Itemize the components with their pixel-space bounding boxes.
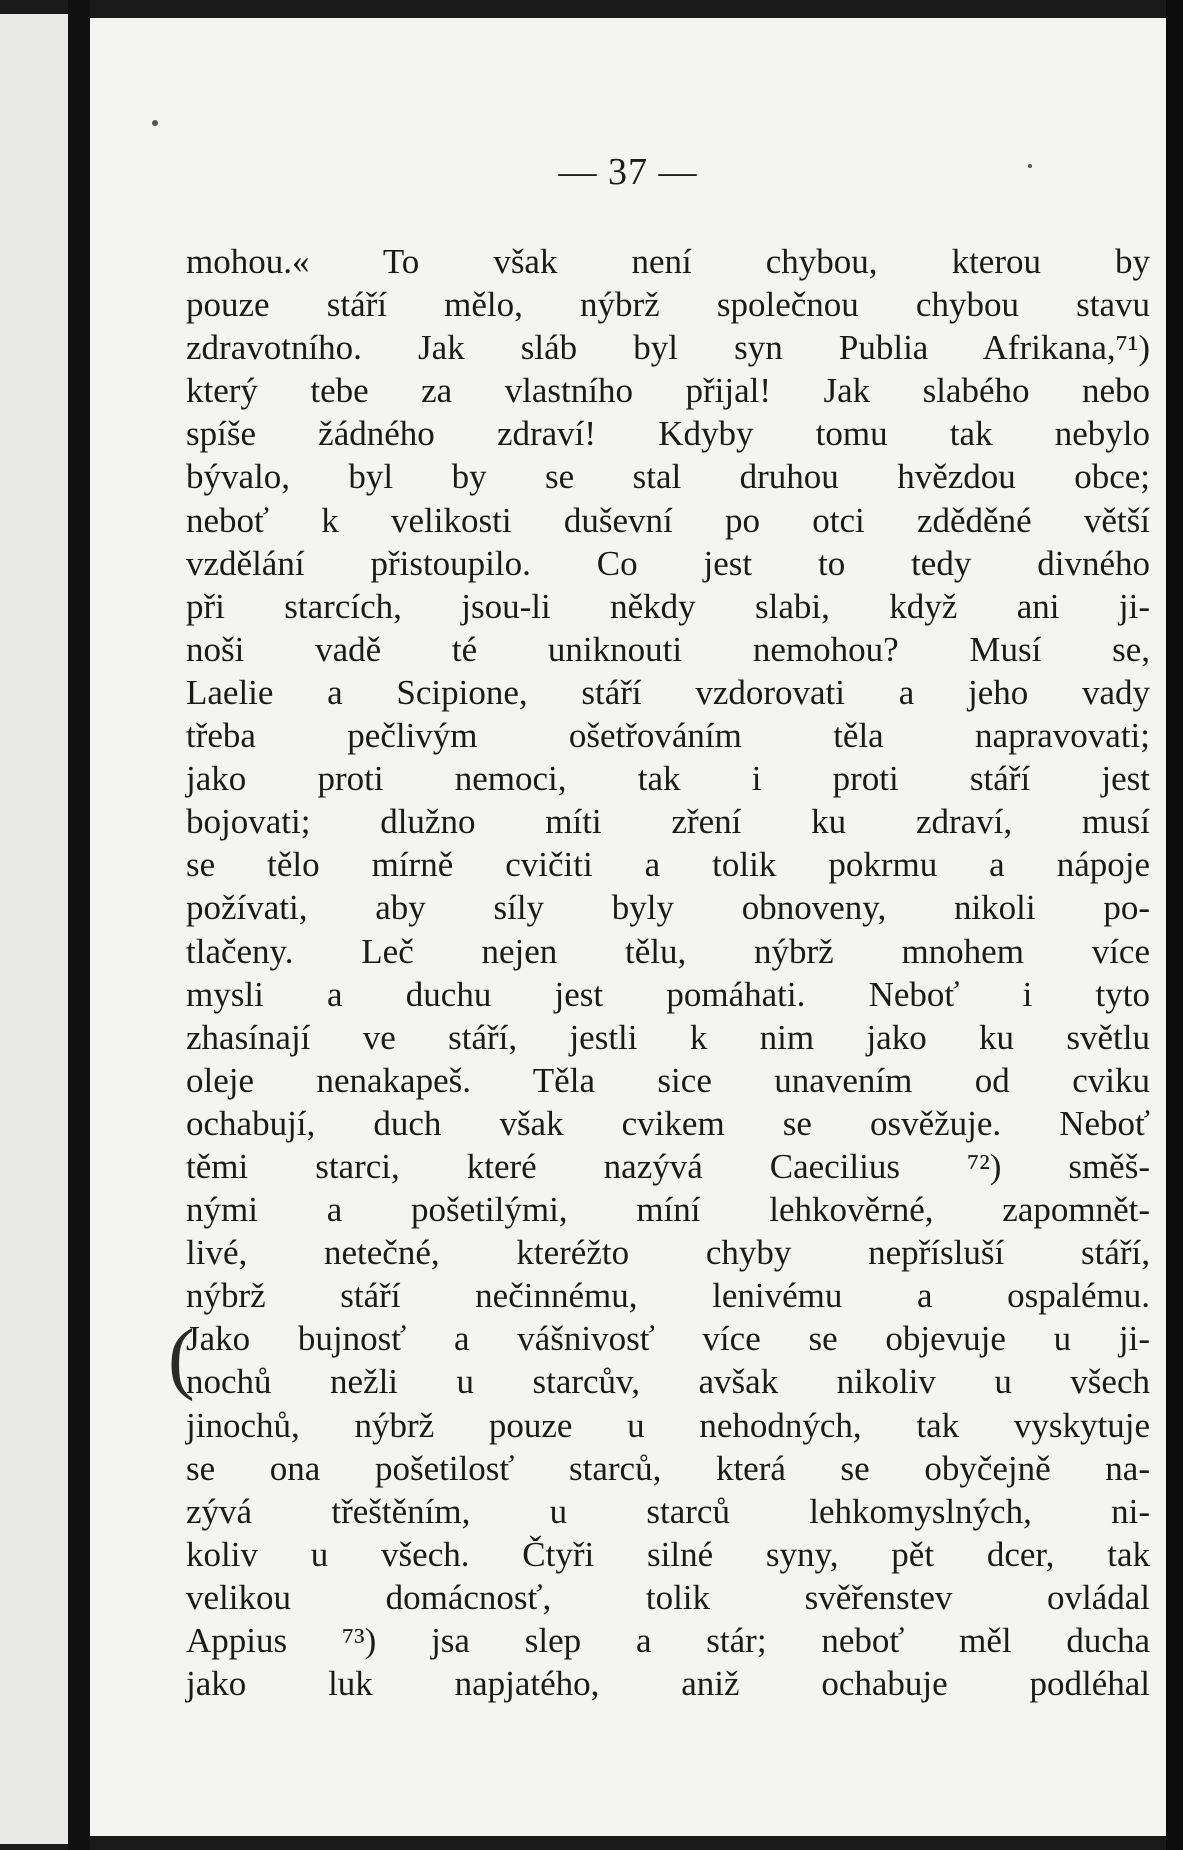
text-line: těmi starci, které nazývá Caecilius ⁷²) směš- [186,1146,1150,1186]
text-line: vzdělání přistoupilo. Co jest to tedy divného [186,543,1150,583]
text-line: tlačeny. Leč nejen tělu, nýbrž mnohem více [186,931,1150,971]
binding-shadow [68,0,90,1850]
text-line: nochů nežli u starcův, avšak nikoliv u všech [186,1362,1150,1402]
text-line: jako proti nemoci, tak i proti stáří jest [186,759,1150,799]
text-line: bojovati; dlužno míti zření ku zdraví, musí [186,802,1150,842]
text-line: neboť k velikosti duševní po otci zděděné větší [186,500,1150,540]
right-scan-edge [1166,0,1183,1850]
text-line: bývalo, byl by se stal druhou hvězdou obce; [186,457,1150,497]
body-text [186,240,1150,1705]
text-line: velikou domácnosť, tolik svěřenstev ovládal [186,1577,1150,1617]
text-line: zhasínají ve stáří, jestli k nim jako ku světlu [186,1017,1150,1057]
text-line: Jako bujnosť a vášnivosť více se objevuje u ji- [186,1319,1150,1359]
text-line: Appius ⁷³) jsa slep a stár; neboť měl ducha [186,1621,1150,1660]
text-line: se tělo mírně cvičiti a tolik pokrmu a nápoje [186,845,1150,885]
scan-speck [152,120,158,126]
pencil-bracket-mark: ( [168,1314,195,1402]
previous-page-edge [0,14,68,1844]
text-line: livé, netečné, kteréžto chyby nepřísluší stáří, [186,1233,1150,1273]
text-line: pouze stáří mělo, nýbrž společnou chybou stavu [186,285,1150,325]
text-line: zdravotního. Jak sláb byl syn Publia Afrikana,⁷¹) [186,328,1150,368]
text-line: koliv u všech. Čtyři silné syny, pět dcer, tak [186,1534,1150,1574]
page-number: — 37 — [558,151,698,193]
book-page [90,18,1166,1836]
text-line: spíše žádného zdraví! Kdyby tomu tak nebylo [186,414,1150,454]
text-line: ochabují, duch však cvikem se osvěžuje. Neboť [186,1103,1150,1143]
text-line: Laelie a Scipione, stáří vzdorovati a jeho vady [186,672,1150,712]
text-line: který tebe za vlastního přijal! Jak slabého nebo [186,371,1150,411]
text-line: oleje nenakapeš. Těla sice unavením od cviku [186,1060,1150,1100]
text-line: jako luk napjatého, aniž ochabuje podléhal [186,1664,1150,1704]
text-line: mohou.« To však není chybou, kterou by [186,242,1150,281]
text-line: při starcích, jsou-li někdy slabi, když ani ji- [186,586,1150,626]
text-line: nými a pošetilými, míní lehkověrné, zapomnět- [186,1190,1150,1230]
text-line: se ona pošetilosť starců, která se obyčejně na- [186,1448,1150,1488]
text-line: mysli a duchu jest pomáhati. Neboť i tyto [186,974,1150,1014]
text-line: noši vadě té uniknouti nemohou? Musí se, [186,629,1150,669]
text-line: jinochů, nýbrž pouze u nehodných, tak vyskytuje [186,1405,1150,1445]
text-line: požívati, aby síly byly obnoveny, nikoli po- [186,888,1150,928]
text-line: nýbrž stáří nečinnému, lenivému a ospalému. [186,1276,1150,1316]
text-line: třeba pečlivým ošetřováním těla napravovati; [186,716,1150,756]
text-line: zývá třeštěním, u starců lehkomyslných, ni- [186,1491,1150,1531]
